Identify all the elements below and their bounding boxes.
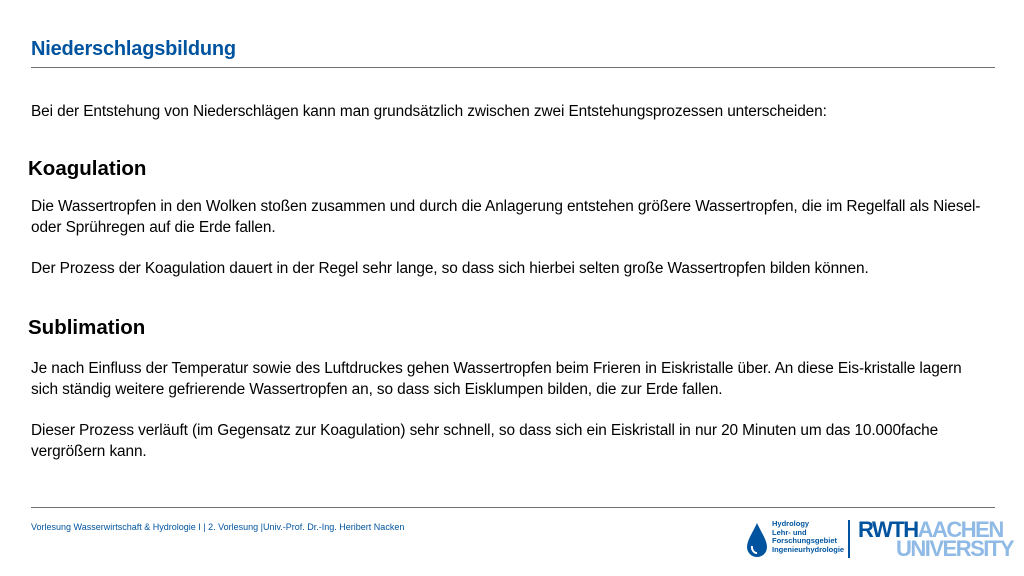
- aachen-wordmark: AACHEN: [917, 517, 1003, 542]
- university-wordmark: UNIVERSITY: [896, 536, 1014, 561]
- sublimation-paragraph-2: Dieser Prozess verläuft (im Gegensatz zur Koagulation) sehr schnell, so dass sich ein Eiskristall in nur 20 Minuten um das 10.000fache vergrößern kann.: [31, 422, 939, 460]
- bottom-divider: [31, 507, 995, 508]
- hydrology-logo: [746, 519, 845, 560]
- hydrology-line-2: Lehr- und: [772, 527, 807, 537]
- koagulation-paragraph-2: Der Prozess der Koagulation dauert in der Regel sehr lange, so dass sich hierbei selten große Wassertropfen bilden können.: [31, 260, 869, 277]
- intro-text: Bei der Entstehung von Niederschlägen kann man grundsätzlich zwischen zwei Entstehungsprozessen unterscheiden:: [31, 103, 827, 120]
- hydrology-line-3: Forschungsgebiet: [772, 536, 838, 546]
- hydrology-line-4: Ingenieurhydrologie: [772, 544, 845, 554]
- hydrology-logo-text: [772, 520, 844, 554]
- sublimation-paragraph-1: Je nach Einfluss der Temperatur sowie des Luftdruckes gehen Wassertropfen beim Frieren in Eiskristalle über. An diese Eis-kristalle lagern sich ständig weitere gefrierende Wassertropfen an, so dass sich Eisklumpen bilden, die zur Erde fallen.: [31, 360, 962, 398]
- koagulation-paragraph-1: Die Wassertropfen in den Wolken stoßen zusammen und durch die Anlagerung entstehen größere Wassertropfen, die im Regelfall als Niesel- oder Sprühregen auf die Erde fallen.: [31, 198, 981, 236]
- rwth-aachen-logo: [858, 517, 1014, 561]
- section-heading-koagulation: Koagulation: [28, 157, 147, 180]
- footer-text: Vorlesung Wasserwirtschaft & Hydrologie I | 2. Vorlesung |Univ.-Prof. Dr.-Ing. Heribert Nacken: [31, 522, 405, 532]
- water-drop-icon: [746, 522, 768, 558]
- top-divider: [31, 67, 995, 68]
- logo-separator: [848, 520, 850, 558]
- section-heading-sublimation: Sublimation: [28, 316, 146, 339]
- rwth-wordmark: RWTH: [858, 517, 918, 542]
- hydrology-line-1: Hydrology: [772, 519, 810, 528]
- slide-title: Niederschlagsbildung: [31, 38, 236, 60]
